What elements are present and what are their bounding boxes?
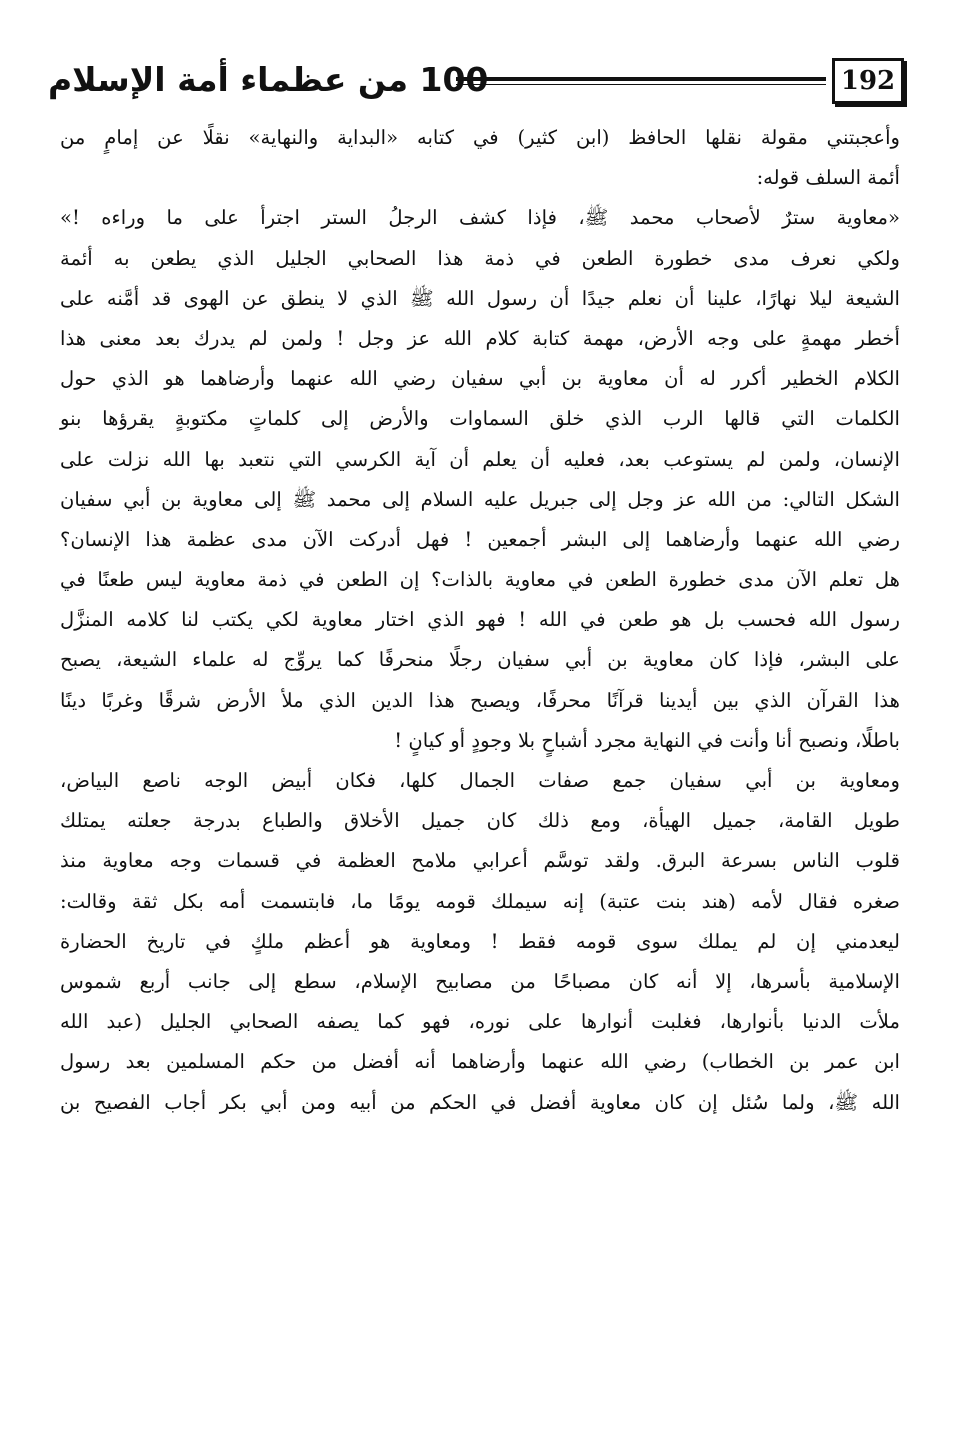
- text-line: ليعدمني إن لم يملك سوى قومه فقط ! ومعاوية هو أعظم ملكٍ في تاريخ الحضارة: [60, 929, 900, 953]
- text-line: الكلمات التي قالها الرب الذي خلق السماوات والأرض إلى كلماتٍ مكتوبةٍ يقرؤها بنو: [60, 407, 900, 431]
- page-header: [48, 52, 904, 108]
- text-line: هل تعلم الآن مدى خطورة الطعن في معاوية بالذات؟ إن الطعن في ذمة معاوية ليس طعنًا في: [60, 568, 900, 592]
- text-line: الكلام الخطير أكرر له أن معاوية بن أبي سفيان رضي الله عنهما وأرضاهما هو الذي حول: [60, 367, 900, 391]
- text-line: طويل القامة، جميل الهيأة، ومع ذلك كان جميل الأخلاق والطباع بدرجة جعلته يمتلك: [60, 809, 900, 833]
- text-line: رضي الله عنهما وأرضاهما إلى البشر أجمعين ! فهل أدركت الآن مدى عظمة هذا الإنسان؟: [60, 527, 900, 551]
- header-rule: [456, 77, 826, 81]
- book-title: 100 من عظماء أمة الإسلام: [48, 60, 489, 99]
- text-line: صغره فقال لأمه (هند بنت عتبة) إنه سيملك قومه يومًا ما، فابتسمت أمه بكل ثقة وقالت:: [60, 889, 900, 913]
- text-line: هذا القرآن الذي بين أيدينا قرآنًا محرفًا، ويصبح هذا الدين الذي ملأ الأرض شرقًا وغربًا دينًا: [60, 688, 900, 712]
- text-line: الله ﷺ، ولما سُئل إن كان معاوية أفضل في الحكم من أبيه ومن أبي بكر أجاب الفصيح بن: [60, 1090, 900, 1114]
- text-line: ولكي نعرف مدى خطورة الطعن في ذمة هذا الصحابي الجليل الذي يطعن به أئمة: [60, 246, 900, 270]
- text-line: وأعجبتني مقولة نقلها الحافظ (ابن كثير) في كتابه «البداية والنهاية» نقلًا عن إمامٍ من: [60, 126, 900, 149]
- text-line: الشكل التالي: من الله عز وجل إلى جبريل عليه السلام إلى محمد ﷺ إلى معاوية بن أبي سفيان: [60, 487, 900, 511]
- text-line: «معاوية سترٌ لأصحاب محمد ﷺ، فإذا كشف الرجلُ الستر اجترأ على ما وراءه !»: [60, 206, 900, 230]
- text-line: الإسلامية بأسرها، إلا أنه كان مصباحًا من مصابيح الإسلام، سطع إلى جانب أربع شموس: [60, 969, 900, 993]
- text-line: باطلًا، ونصبح أنا وأنت في النهاية مجرد أشباحٍ بلا وجودٍ أو كيانٍ !: [394, 728, 900, 752]
- page-number: 192: [832, 58, 904, 104]
- text-line: أخطر مهمةٍ على وجه الأرض، مهمة كتابة كلام الله عز وجل ! ولمن لم يدرك بعد معنى هذا: [60, 326, 900, 350]
- text-line: على البشر، فإذا كان معاوية بن أبي سفيان رجلًا منحرفًا كما يروِّج له علماء الشيعة، يصبح: [60, 648, 900, 672]
- text-line: الشيعة ليلا نهارًا، علينا أن نعلم جيدًا أن رسول الله ﷺ الذي لا ينطق عن الهوى قد أمَّنه على: [60, 286, 900, 310]
- text-line: ومعاوية بن أبي سفيان جمع صفات الجمال كلها، فكان أبيض الوجه ناصع البياض،: [60, 769, 900, 792]
- text-line: الإنسان، ولمن لم يستوعب بعد، فعليه أن يعلم أن آية الكرسي التي نتعبد بها الله نزلت على: [60, 447, 900, 471]
- text-line: ابن عمر بن الخطاب) رضي الله عنهما وأرضاهما أنه أفضل من حكم المسلمين بعد رسول: [60, 1050, 900, 1074]
- text-line: ملأت الدنيا بأنوارها، فغلبت أنوارها على نوره، فهو كما يصفه الصحابي الجليل (عبد الله: [60, 1010, 900, 1034]
- text-line: أئمة السلف قوله:: [756, 166, 900, 190]
- body-text: [60, 118, 900, 1123]
- text-line: رسول الله فحسب بل هو طعن في الله ! فهو الذي اختار معاوية لكي يكتب لنا كلامه المنزَّل: [60, 608, 900, 632]
- text-line: قلوب الناس بسرعة البرق. ولقد توسَّم أعرابي ملامح العظمة في قسمات وجه معاوية منذ: [60, 849, 900, 873]
